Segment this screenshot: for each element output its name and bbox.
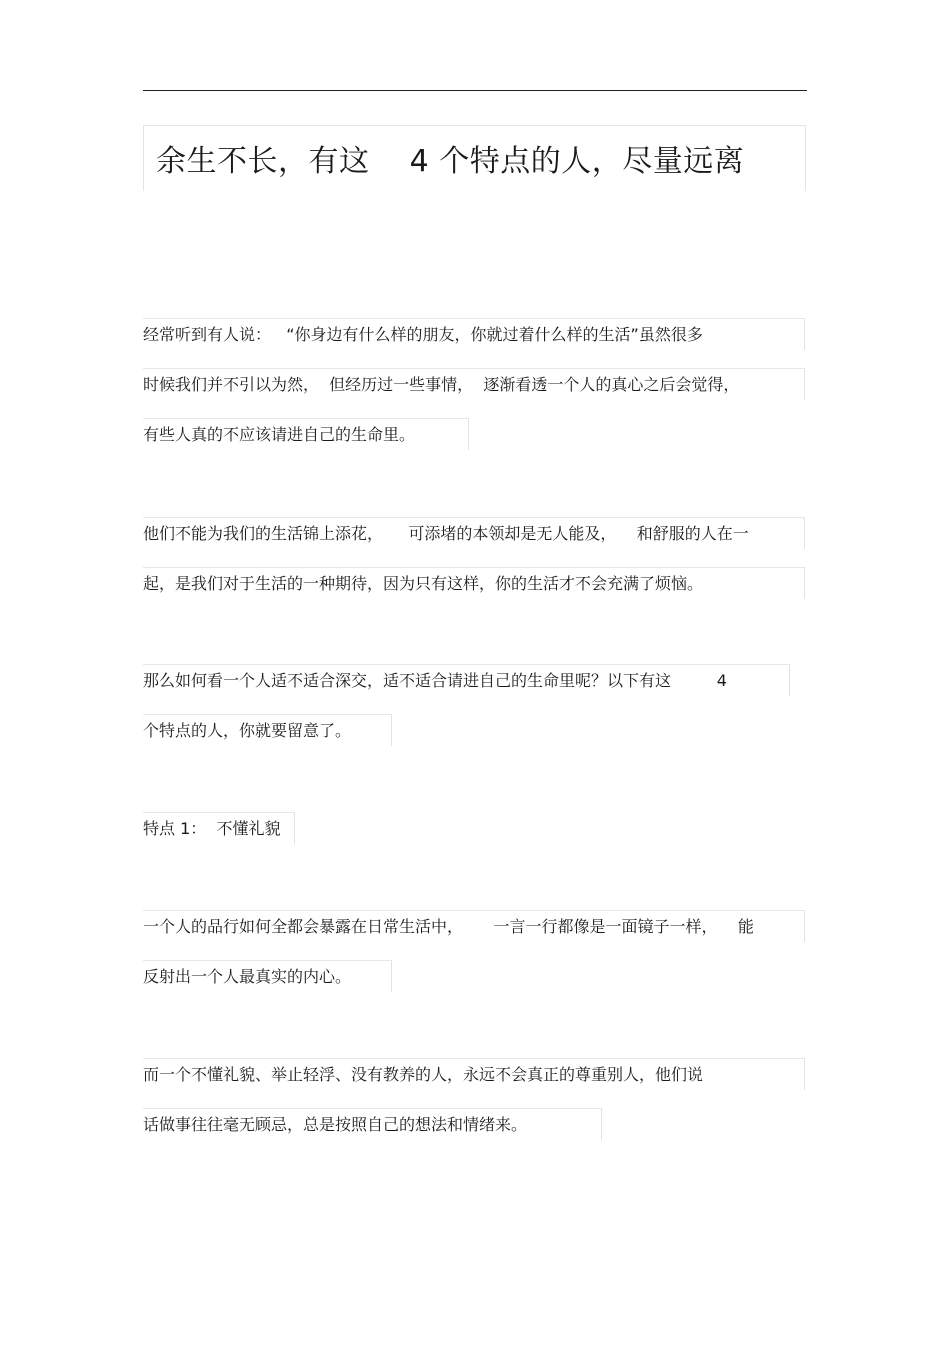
paragraph-1-line-3: 有些人真的不应该请进自己的生命里。 bbox=[143, 418, 469, 450]
paragraph-4-line-1: 一个人的品行如何全都会暴露在日常生活中， 一言一行都像是一面镜子一样， 能 bbox=[143, 910, 805, 942]
paragraph-1-line-1: 经常听到有人说： “你身边有什么样的朋友，你就过着什么样的生活”虽然很多 bbox=[143, 318, 805, 350]
section-heading-trait-1: 特点 1： 不懂礼貌 bbox=[143, 812, 295, 844]
paragraph-4-line-2: 反射出一个人最真实的内心。 bbox=[143, 960, 392, 992]
paragraph-5-line-2: 话做事往往毫无顾忌，总是按照自己的想法和情绪来。 bbox=[143, 1108, 602, 1140]
document-title: 余生不长，有这 4 个特点的人，尽量远离 bbox=[156, 144, 745, 179]
paragraph-2-line-2: 起，是我们对于生活的一种期待，因为只有这样，你的生活才不会充满了烦恼。 bbox=[143, 567, 805, 599]
paragraph-3-line-2: 个特点的人，你就要留意了。 bbox=[143, 714, 392, 746]
paragraph-1-line-2: 时候我们并不引以为然， 但经历过一些事情， 逐渐看透一个人的真心之后会觉得， bbox=[143, 368, 805, 400]
paragraph-5-line-1: 而一个不懂礼貌、举止轻浮、没有教养的人，永远不会真正的尊重别人，他们说 bbox=[143, 1058, 805, 1090]
paragraph-2-line-1: 他们不能为我们的生活锦上添花， 可添堵的本领却是无人能及， 和舒服的人在一 bbox=[143, 517, 805, 549]
top-rule bbox=[143, 90, 807, 91]
paragraph-3-line-1: 那么如何看一个人适不适合深交，适不适合请进自己的生命里呢？以下有这 4 bbox=[143, 664, 790, 696]
